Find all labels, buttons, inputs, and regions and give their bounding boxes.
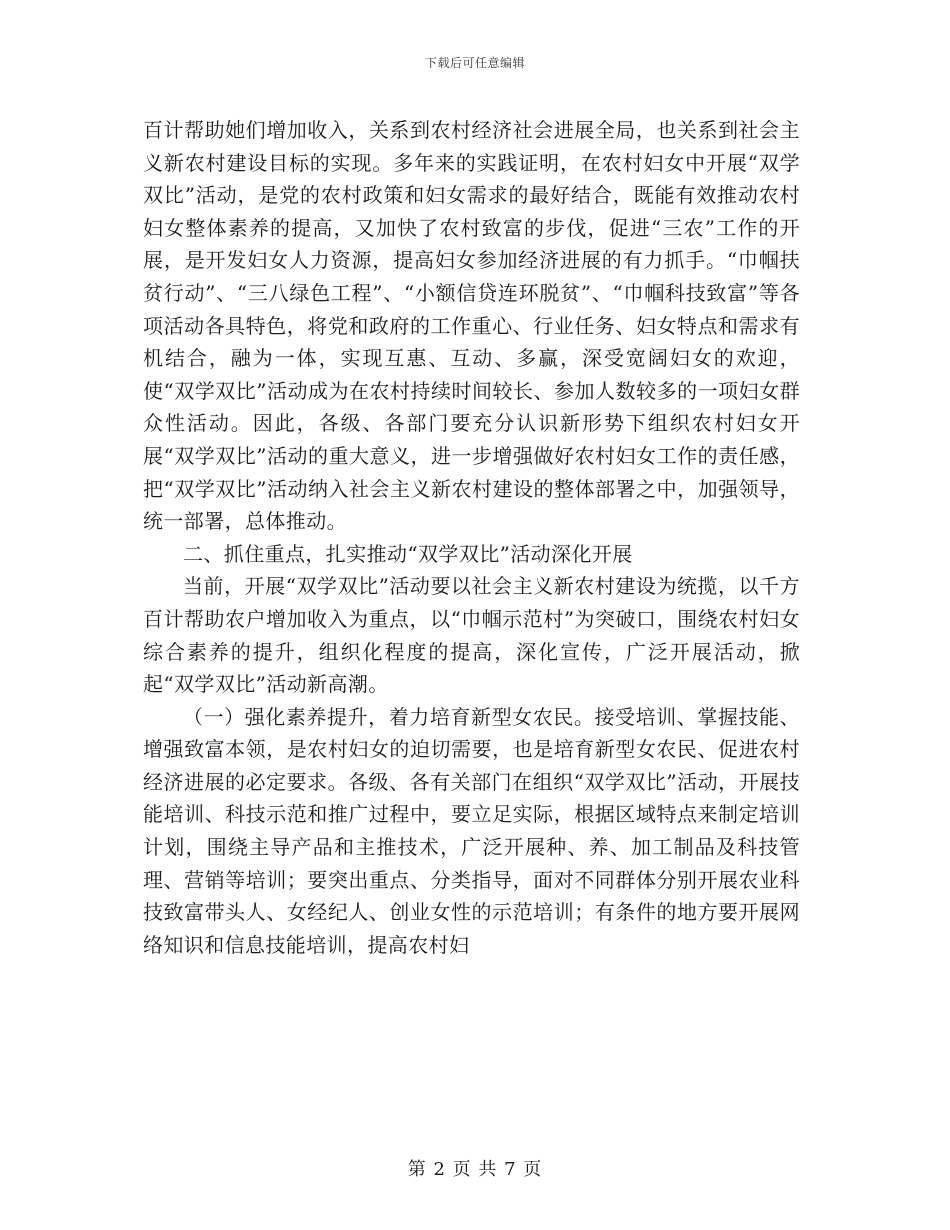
page-number: 第 2 页 共 7 页 — [407, 1159, 543, 1180]
paragraph-1: 百计帮助她们增加收入，关系到农村经济社会进展全局，也关系到社会主义新农村建设目标的实现。多年来的实践证明，在农村妇女中开展“双学双比”活动，是党的农村政策和妇女需求的最好结合，既能有效推动农村妇女整体素养的提高，又加快了农村致富的步伐，促进“三农”工作的开展，是开发妇女人力资源，提高妇女参加经济进展的有力抓手。“巾帼扶贫行动”、“三八绿色工程”、“小额信贷连环脱贫”、“巾帼科技致富”等各项活动各具特色，将党和政府的工作重心、行业任务、妇女特点和需求有机结合，融为一体，实现互惠、互动、多赢，深受宽阔妇女的欢迎，使“双学双比”活动成为在农村持续时间较长、参加人数较多的一项妇女群众性活动。因此，各级、各部门要充分认识新形势下组织农村妇女开展“双学双比”活动的重大意义，进一步增强做好农村妇女工作的责任感，把“双学双比”活动纳入社会主义新农村建设的整体部署之中，加强领导，统一部署，总体推动。 — [143, 118, 800, 534]
paragraph-3: （一）强化素养提升，着力培育新型女农民。接受培训、掌握技能、增强致富本领，是农村妇女的迫切需要，也是培育新型女农民、促进农村经济进展的必定要求。各级、各有关部门在组织“双学双比”活动，开展技能培训、科技示范和推广过程中，要立足实际，根据区域特点来制定培训计划，围绕主导产品和主推技术，广泛开展种、养、加工制品及科技管理、营销等培训；要突出重点、分类指导，面对不同群体分别开展农业科技致富带头人、女经纪人、创业女性的示范培训；有条件的地方要开展网络知识和信息技能培训，提高农村妇 — [143, 704, 800, 957]
document-body — [143, 114, 800, 961]
page-header: 下载后可任意编辑 — [424, 56, 525, 70]
paragraph-2: 当前，开展“双学双比”活动要以社会主义新农村建设为统揽，以千方百计帮助农户增加收入为重点，以“巾帼示范村”为突破口，围绕农村妇女综合素养的提升，组织化程度的提高，深化宣传，广泛开展活动，掀起“双学双比”活动新高潮。 — [143, 574, 800, 697]
section-heading: 二、抓住重点，扎实推动“双学双比”活动深化开展 — [183, 541, 633, 566]
